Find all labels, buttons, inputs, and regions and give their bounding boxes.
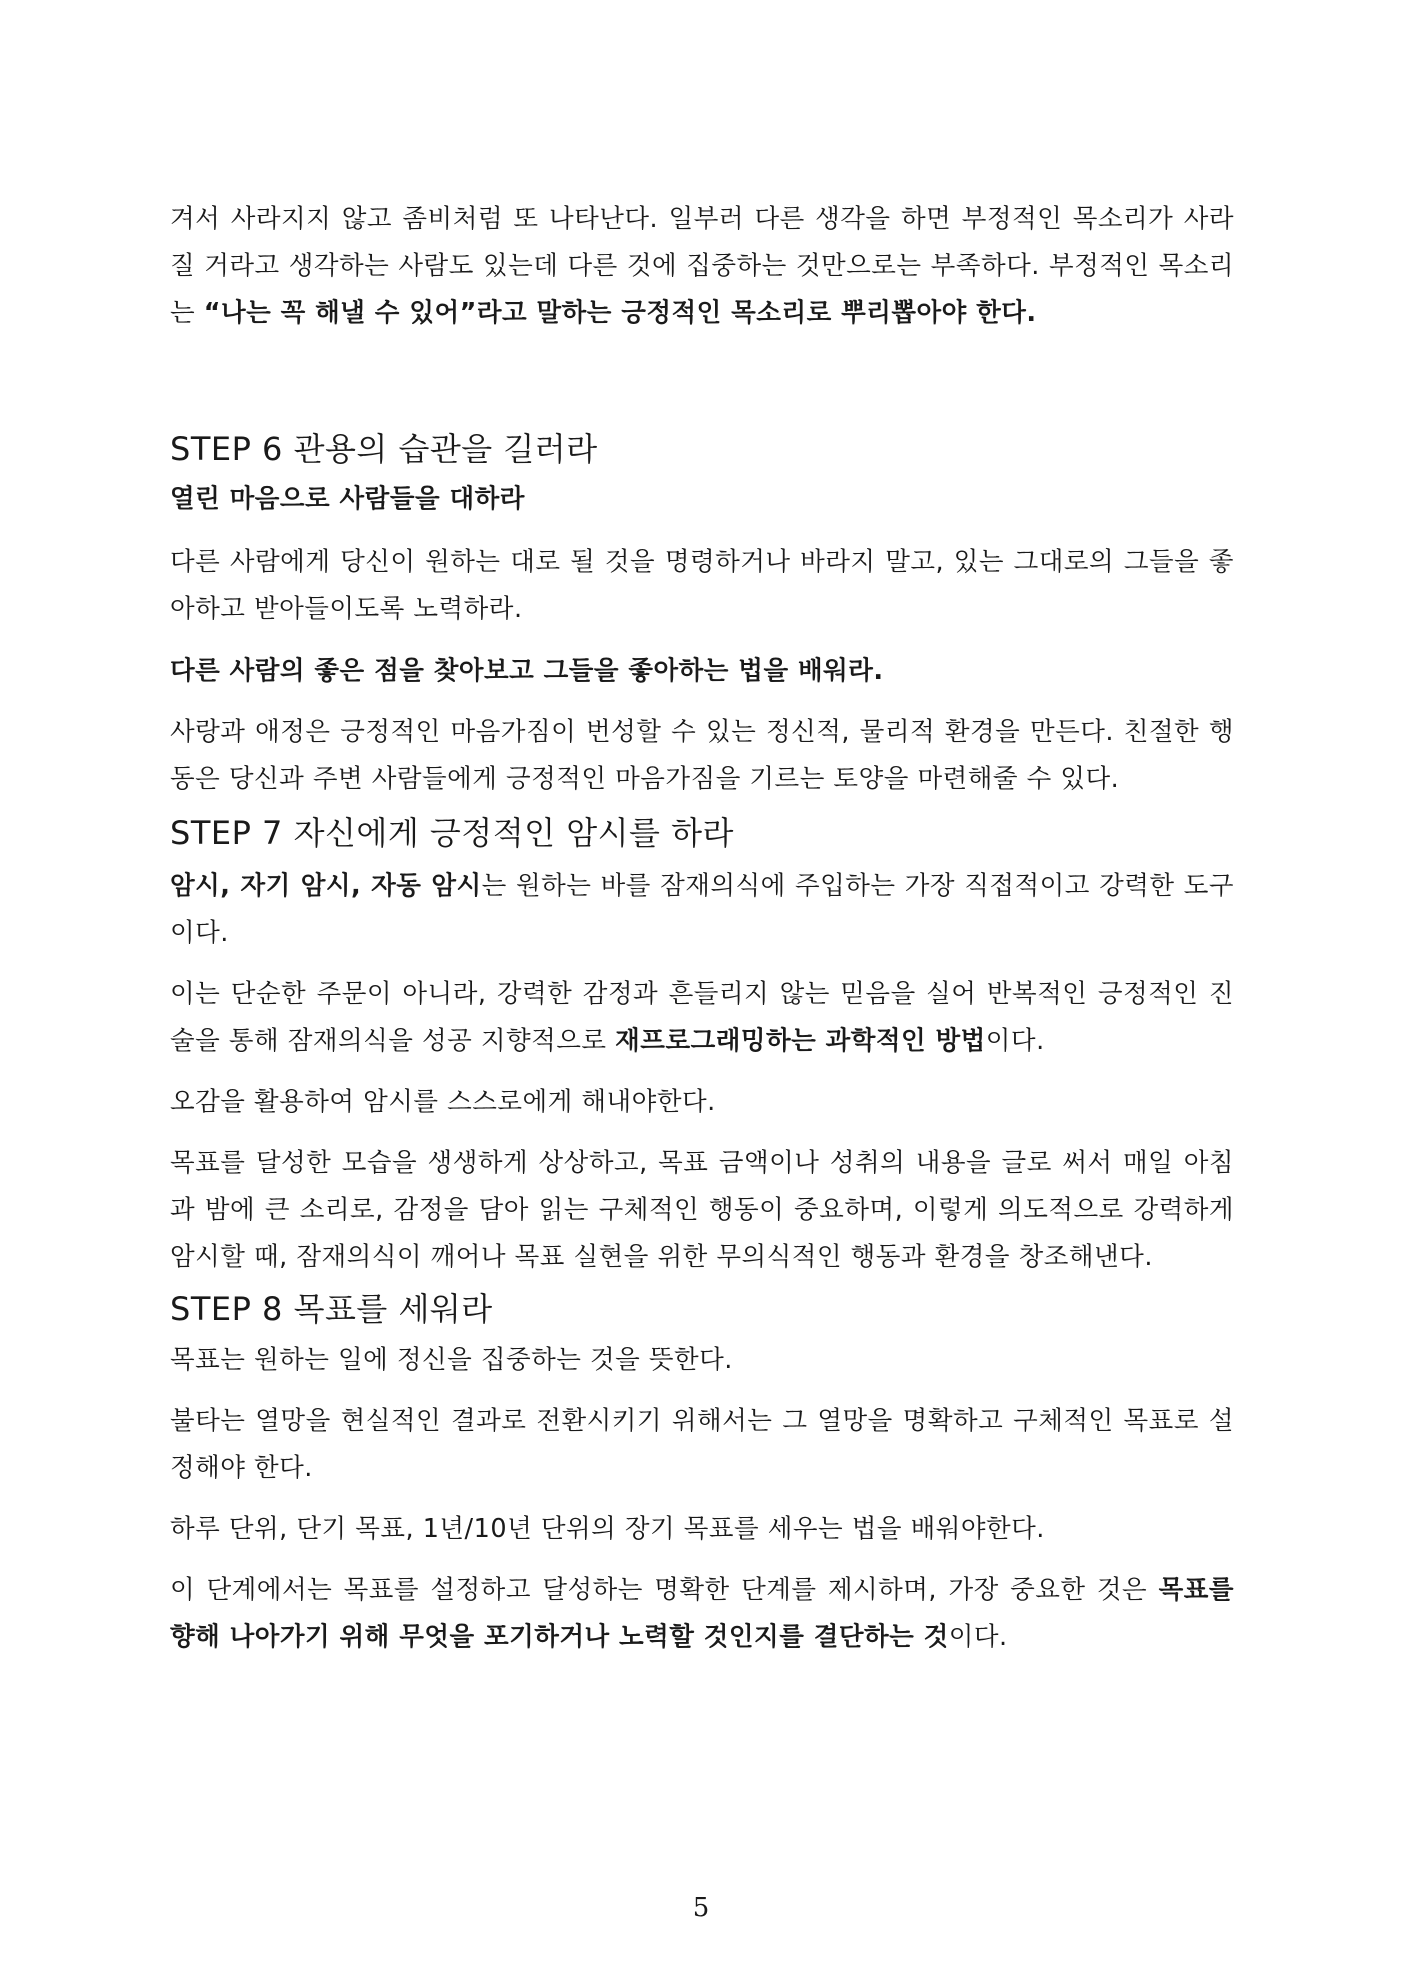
- section-heading: STEP 6 관용의 습관을 길러라: [170, 430, 598, 468]
- paragraph: 이는 단순한 주문이 아니라, 강력한 감정과 흔들리지 않는 믿음을 실어 반복적인 긍정적인 진술을 통해 잠재의식을 성공 지향적으로 재프로그래밍하는 과학적인 방법이다.: [170, 979, 1234, 1056]
- paragraph: 하루 단위, 단기 목표, 1년/10년 단위의 장기 목표를 세우는 법을 배워야한다.: [170, 1514, 1045, 1544]
- paragraph: 다른 사람에게 당신이 원하는 대로 될 것을 명령하거나 바라지 말고, 있는 그대로의 그들을 좋아하고 받아들이도록 노력하라.: [170, 547, 1234, 624]
- paragraph: 목표를 달성한 모습을 생생하게 상상하고, 목표 금액이나 성취의 내용을 글로 써서 매일 아침과 밤에 큰 소리로, 감정을 담아 읽는 구체적인 행동이 중요하며, 이렇게 의도적으로 강력하게 암시할 때, 잠재의식이 깨어나 목표 실현을 위한 무의식적인 행동과 환경을 창조해낸다.: [170, 1148, 1234, 1272]
- paragraph: 암시, 자기 암시, 자동 암시는 원하는 바를 잠재의식에 주입하는 가장 직접적이고 강력한 도구이다.: [170, 871, 1234, 948]
- paragraph: 오감을 활용하여 암시를 스스로에게 해내야한다.: [170, 1087, 716, 1117]
- subheading: 다른 사람의 좋은 점을 찾아보고 그들을 좋아하는 법을 배워라.: [170, 656, 884, 686]
- paragraph: 사랑과 애정은 긍정적인 마음가짐이 번성할 수 있는 정신적, 물리적 환경을 만든다. 친절한 행동은 당신과 주변 사람들에게 긍정적인 마음가짐을 기르는 토양을 마련해줄 수 있다.: [170, 717, 1234, 794]
- section-heading: STEP 8 목표를 세워라: [170, 1290, 493, 1328]
- document-body: [170, 196, 1234, 1661]
- paragraph: 이 단계에서는 목표를 설정하고 달성하는 명확한 단계를 제시하며, 가장 중요한 것은 목표를 향해 나아가기 위해 무엇을 포기하거나 노력할 것인지를 결단하는 것이다.: [170, 1575, 1234, 1652]
- subheading: 열린 마음으로 사람들을 대하라: [170, 484, 525, 514]
- section-heading: STEP 7 자신에게 긍정적인 암시를 하라: [170, 814, 734, 852]
- paragraph: 불타는 열망을 현실적인 결과로 전환시키기 위해서는 그 열망을 명확하고 구체적인 목표로 설정해야 한다.: [170, 1406, 1234, 1483]
- paragraph: 겨서 사라지지 않고 좀비처럼 또 나타난다. 일부러 다른 생각을 하면 부정적인 목소리가 사라질 거라고 생각하는 사람도 있는데 다른 것에 집중하는 것만으로는 부족하다. 부정적인 목소리는 “나는 꼭 해낼 수 있어”라고 말하는 긍정적인 목소리로 뿌리뽑아야 한다.: [170, 204, 1234, 328]
- page-number: 5: [692, 1893, 710, 1923]
- paragraph: 목표는 원하는 일에 정신을 집중하는 것을 뜻한다.: [170, 1345, 733, 1375]
